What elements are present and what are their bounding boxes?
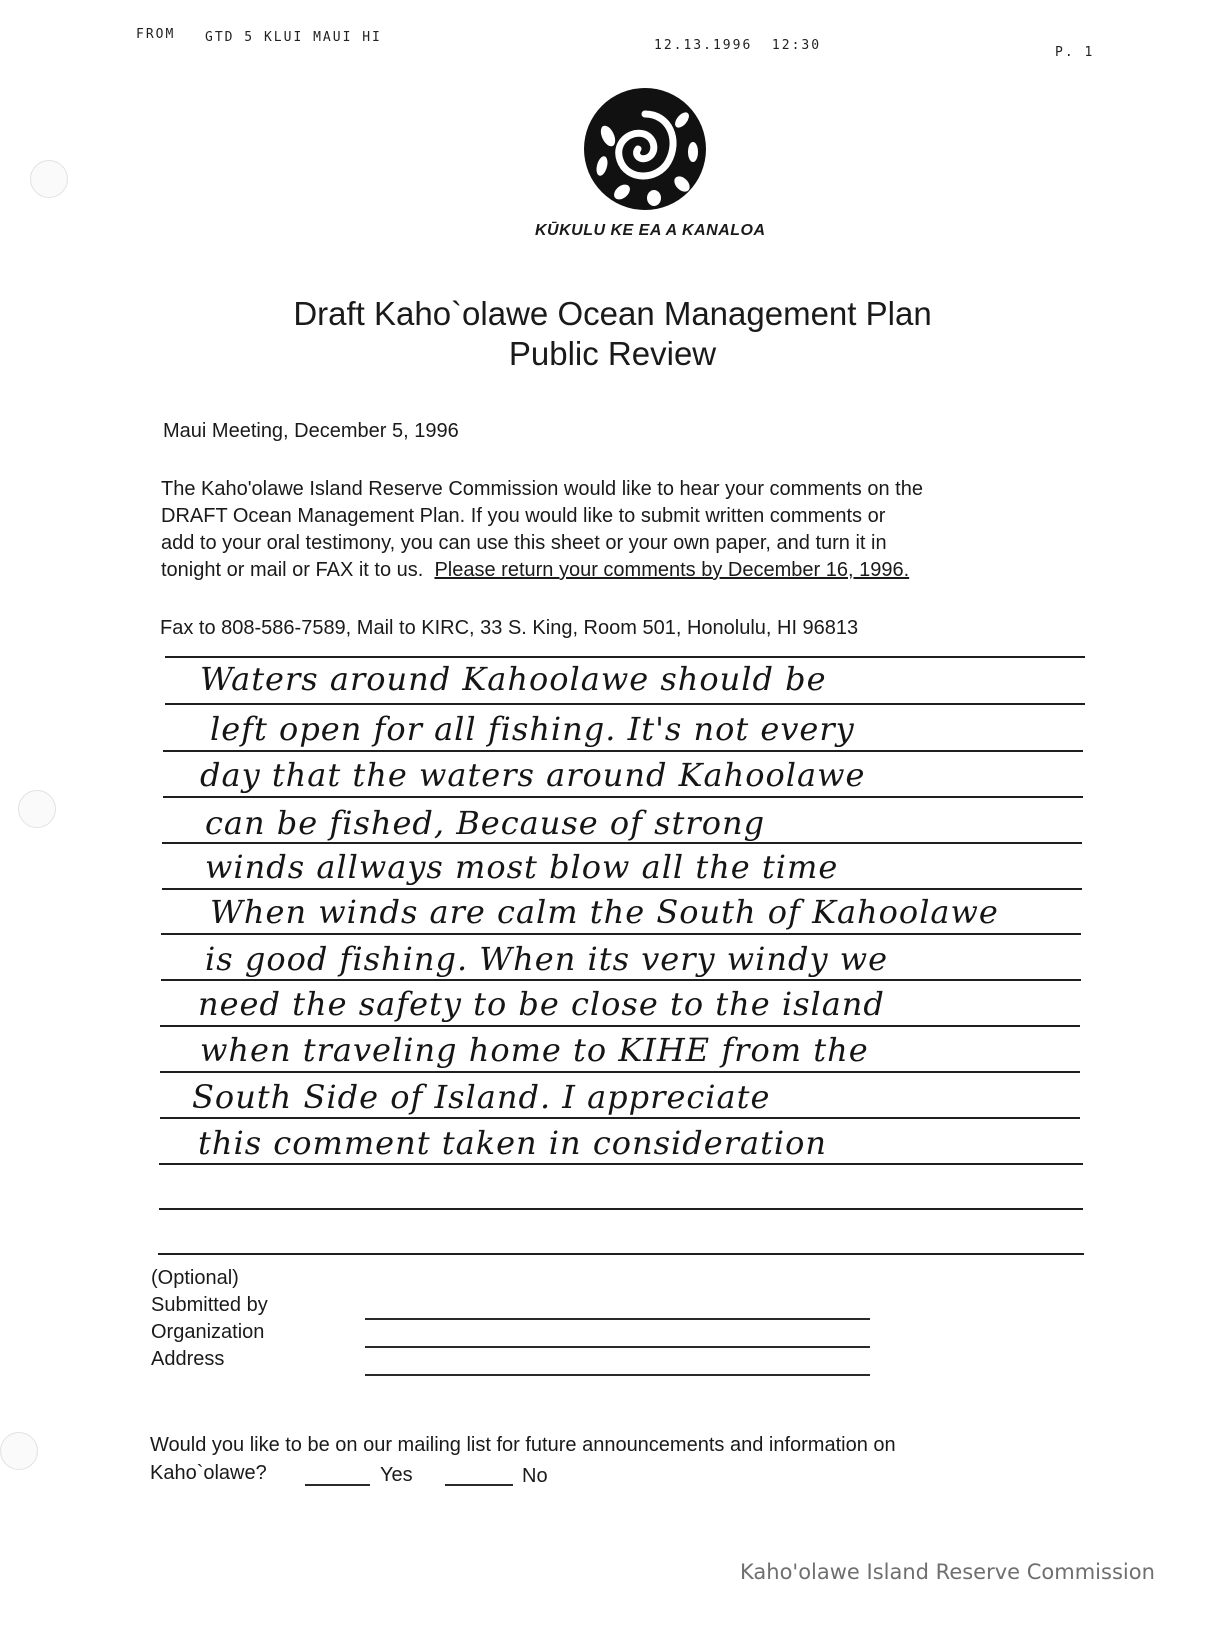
kahoolawe-label: Kaho`olawe? <box>150 1462 267 1484</box>
yes-label: Yes <box>380 1464 413 1486</box>
punch-hole <box>0 1432 38 1470</box>
handwritten-line: need the safety to be close to the island <box>198 985 885 1023</box>
punch-hole <box>18 790 56 828</box>
comment-line <box>165 703 1085 705</box>
address-label: Address <box>151 1348 225 1370</box>
submitted-by-label: Submitted by <box>151 1294 268 1316</box>
comment-line <box>160 1025 1080 1027</box>
address-field[interactable] <box>365 1374 870 1376</box>
intro-paragraph <box>161 476 1101 584</box>
organization-label: Organization <box>151 1321 265 1343</box>
intro-text: tonight or mail or FAX it to us. <box>161 559 435 581</box>
comment-line <box>162 842 1082 844</box>
intro-line: DRAFT Ocean Management Plan. If you would like to submit written comments or <box>161 505 886 527</box>
yes-blank[interactable] <box>305 1484 370 1486</box>
comment-line <box>165 656 1085 658</box>
comment-line <box>159 1208 1083 1210</box>
handwritten-line: when traveling home to KIHE from the <box>200 1031 869 1069</box>
comment-line <box>162 888 1082 890</box>
no-blank[interactable] <box>445 1484 513 1486</box>
intro-line: add to your oral testimony, you can use this sheet or your own paper, and turn it in <box>161 532 887 554</box>
comment-line <box>163 750 1083 752</box>
handwritten-line: can be fished, Because of strong <box>205 804 766 842</box>
comment-line <box>160 1117 1080 1119</box>
fax-page-number: P. 1 <box>1055 45 1095 60</box>
handwritten-line: this comment taken in consideration <box>198 1124 828 1162</box>
comment-line <box>161 933 1081 935</box>
comment-line <box>158 1253 1084 1255</box>
meeting-date: Maui Meeting, December 5, 1996 <box>163 420 459 442</box>
comment-line <box>163 796 1083 798</box>
fax-date-time: 12.13.1996 12:30 <box>654 38 822 53</box>
submitted-by-field[interactable] <box>365 1318 870 1320</box>
optional-label: (Optional) <box>151 1267 239 1289</box>
fax-sender: GTD 5 KLUI MAUI HI <box>205 30 382 45</box>
organization-field[interactable] <box>365 1346 870 1348</box>
comment-line <box>161 979 1081 981</box>
handwritten-line: Waters around Kahoolawe should be <box>200 660 827 698</box>
spiral-logo-icon <box>582 86 708 212</box>
optional-section <box>151 1265 268 1373</box>
punch-hole <box>30 160 68 198</box>
logo-caption: KŪKULU KE EA A KANALOA <box>535 222 766 239</box>
intro-line: The Kaho'olawe Island Reserve Commission would like to hear your comments on the <box>161 478 923 500</box>
handwritten-line: winds allways most blow all the time <box>205 848 839 886</box>
return-deadline: Please return your comments by December 16, 1996. <box>434 559 910 581</box>
contact-info: Fax to 808-586-7589, Mail to KIRC, 33 S. King, Room 501, Honolulu, HI 96813 <box>160 617 859 639</box>
comment-line <box>159 1163 1083 1165</box>
fax-from-label: FROM <box>136 27 176 42</box>
handwritten-line: South Side of Island. I appreciate <box>192 1078 771 1116</box>
handwritten-line: When winds are calm the South of Kahoolawe <box>210 893 999 931</box>
comment-line <box>160 1071 1080 1073</box>
handwritten-line: day that the waters around Kahoolawe <box>200 756 866 794</box>
mailing-list-question-line2 <box>150 1460 267 1487</box>
document-subtitle: Public Review <box>508 335 717 372</box>
no-label: No <box>522 1465 548 1487</box>
handwritten-line: left open for all fishing. It's not every <box>210 710 855 748</box>
source-credit: Kaho'olawe Island Reserve Commission <box>740 1560 1155 1584</box>
intro-line <box>161 557 1101 584</box>
mailing-list-question: Would you like to be on our mailing list for future announcements and information on <box>150 1434 896 1456</box>
handwritten-line: is good fishing. When its very windy we <box>205 940 889 978</box>
document-title: Draft Kaho`olawe Ocean Management Plan <box>293 295 932 332</box>
